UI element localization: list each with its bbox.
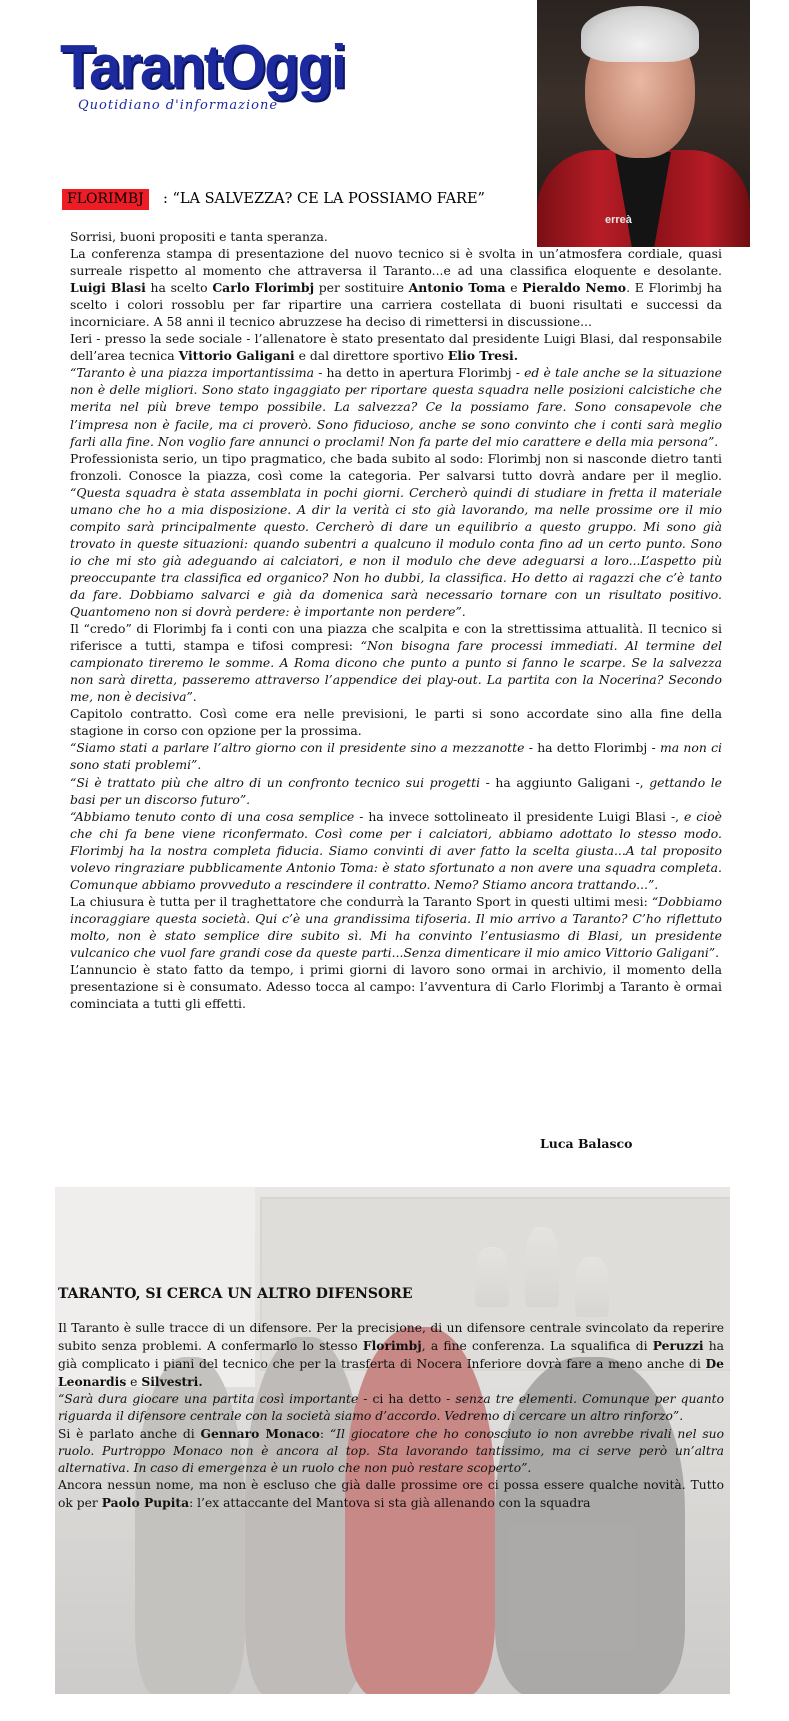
text-run: : [319, 1427, 330, 1441]
text-run: Florimbj [362, 1338, 422, 1353]
headline-highlight: FLORIMBJ [62, 189, 149, 210]
section2-paragraph [58, 1320, 724, 1391]
text-run: ha già complicato i piani del tecnico che per la trasferta di Nocera Inferiore dovrà fare a meno anche di [58, 1339, 724, 1371]
text-run: Il “credo” di Florimbj fa i conti con una piazza che scalpita e con la strettissima attualità. Il tecnico si riferisce a tutti, stampa e tifosi compresi: [70, 621, 722, 654]
text-run: e cioè che chi fa bene viene riconfermato. Così come per i calciatori, abbiamo adottato lo stesso modo. Florimbj ha la nostra completa fiducia. Siamo convinti di aver fatto la scelta giusta...A tal proposito volevo ringraziare pubblicamente Antonio Toma: è stato sfortunato a non avere una squadra completa. Comunque abbiamo provveduto a rescindere il contratto. Nemo? Stiamo ancora trattando...”. [70, 808, 723, 892]
text-run: gettando le basi per un discorso futuro”. [70, 774, 723, 807]
text-run: ha scelto [145, 280, 213, 296]
text-run: e dal direttore sportivo [294, 348, 448, 364]
text-run: L’annuncio è stato fatto da tempo, i primi giorni di lavoro sono ormai in archivio, il momento della presentazione si è consumato. Adesso tocca al campo: l’avventura di Carlo Florimbj a Taranto è ormai cominciata a tutti gli effetti. [70, 962, 722, 1012]
masthead-title: TarantOggi [60, 32, 346, 102]
text-run: - ci ha detto - [358, 1392, 456, 1406]
text-run: Paolo Pupita [101, 1495, 190, 1510]
headline: : “LA SALVEZZA? CE LA POSSIAMO FARE” [163, 191, 485, 207]
masthead-subtitle: Quotidiano d'informazione [78, 98, 279, 113]
text-run: Pieraldo Nemo [522, 280, 627, 296]
text-run: Ancora nessun nome, ma non è escluso che già dalle prossime ore ci possa essere qualche novità. Tutto ok per [58, 1478, 724, 1510]
article-paragraph [70, 739, 722, 773]
text-run: De Leonardis [58, 1356, 724, 1389]
text-run: “Siamo stati a parlare l’altro giorno con il presidente sino a mezzanotte [70, 740, 525, 756]
text-run: Peruzzi [652, 1338, 704, 1353]
text-run: “Dobbiamo incoraggiare questa società. Qui c’è una grandissima tifoseria. Il mio arrivo a Taranto? C’ho riflettuto molto, non è stato semplice dire subito sì. Mi ha convinto l’entusiasmo di Blasi, un presidente vulcanico che vuol fare grandi cose da queste parti...Senza dimenticare il mio amico Vittorio Galigani”. [70, 893, 722, 960]
text-run: Il Taranto è sulle tracce di un difensore. Per la precisione, di un difensore centrale svincolato da reperire subito senza problemi. A confermarlo lo stesso [58, 1321, 724, 1353]
masthead-logo [60, 32, 480, 116]
section2-paragraph [58, 1425, 724, 1477]
text-run: . E Florimbj ha scelto i colori rossoblu per far ripartire una carriera costellata di buoni risultati e successi da incorniciare. A 58 anni il tecnico abruzzese ha deciso di rimettersi in discussione... [70, 280, 722, 330]
article-paragraph [70, 893, 722, 961]
text-run: e [505, 280, 523, 296]
article-body [70, 228, 722, 1012]
text-run: “Taranto è una piazza importantissima [70, 365, 315, 381]
text-run: : l’ex attaccante del Mantova si sta già allenando con la squadra [189, 1496, 591, 1510]
text-run: Gennaro Monaco [200, 1426, 320, 1441]
text-run: Antonio Toma [408, 280, 506, 296]
article-paragraph [70, 705, 722, 739]
text-run: Vittorio Galigani [178, 348, 295, 364]
article-paragraph [70, 228, 722, 245]
article-paragraph [70, 364, 722, 449]
text-run: Ieri - presso la sede sociale - l’allenatore è stato presentato dal presidente Luigi Blasi, dal responsabile dell’area tecnica [70, 331, 722, 364]
text-run: - ha detto in apertura Florimbj - [314, 365, 525, 381]
article-paragraph [70, 450, 722, 620]
article-paragraph [70, 245, 722, 330]
text-run: La chiusura è tutta per il traghettatore che condurrà la Taranto Sport in questi ultimi mesi: [70, 893, 652, 909]
text-run: per sostituire [314, 280, 409, 296]
jacket-brand-label: erreà [605, 214, 632, 226]
text-run: “Questa squadra è stata assemblata in pochi giorni. Cercherò quindi di studiare in fretta il materiale umano che ho a mia disposizione. A dir la verità ci sto già lavorando, ma nelle prossime ore il mio compito sarà principalmente questo. Cercherò di dare un equilibrio a questo gruppo. Mi sono già trovato in queste situazioni: quando subentri a qualcuno il modulo conta fino ad un certo punto. Sono io che mi sto già adeguando ai calciatori, e non il modulo che deve adeguarsi a loro...L’aspetto più preoccupante tra classifica ed organico? Non ho dubbi, la classifica. Ho detto ai ragazzi che c’è tanto da fare. Dobbiamo salvarci e già da domenica sarà necessario tornare con un risultato positivo. Quantomeno non si dovrà perdere: è importante non perdere”. [70, 484, 722, 620]
text-run: Sorrisi, buoni propositi e tanta speranza. [70, 229, 328, 244]
article-paragraph [70, 961, 722, 1012]
article-paragraph [70, 620, 722, 705]
section2-title: TARANTO, SI CERCA UN ALTRO DIFENSORE [58, 1286, 413, 1302]
text-run: Carlo Florimbj [212, 280, 315, 296]
text-run: Professionista serio, un tipo pragmatico, che bada subito al sodo: Florimbj non si nasconde dietro tanti fronzoli. Conosce la piazza, così come la categoria. Per salvarsi tutto dovrà andare per il meglio. [70, 450, 722, 483]
text-run: ma non ci sono stati problemi”. [70, 740, 722, 773]
text-run: - ha detto Florimbj - [524, 740, 660, 756]
text-run: “Il giocatore che ho conosciuto io non avrebbe rivali nel suo ruolo. Purtroppo Monaco non è ancora al top. Sta lavorando tantissimo, ma ci serve però un’altra alternativa. In caso di emergenza è un ruolo che non può restare scoperto”. [58, 1427, 724, 1475]
article-paragraph [70, 330, 722, 364]
text-run: “Non bisogna fare processi immediati. Al termine del campionato tireremo le somme. A Roma dicono che punto a punto si fanno le scarpe. Se la salvezza non sarà diretta, passeremo attraverso l’appendice dei play-out. La partita con la Nocerina? Secondo me, non è decisiva”. [70, 638, 722, 705]
text-run: “Si è trattato più che altro di un confronto tecnico sui progetti [70, 774, 481, 790]
text-run: ed è tale anche se la situazione non è delle migliori. Sono stato ingaggiato per riportare questa squadra nelle posizioni calcistiche che merita nel più breve tempo possibile. La salvezza? Ce la possiamo fare. Sono consapevole che l’impresa non è facile, ma ci proverò. Sono fiducioso, anche se sono convinto che i conti sarà meglio farli alla fine. Non voglio fare annunci o proclami! Non fa parte del mio carattere e della mia persona”. [70, 365, 723, 449]
section2-paragraph [58, 1391, 724, 1425]
text-run: Elio Tresi. [447, 348, 519, 364]
text-run: - ha invece sottolineato il presidente Luigi Blasi -, [354, 808, 685, 824]
text-run: La conferenza stampa di presentazione del nuovo tecnico si è svolta in un’atmosfera cordiale, quasi surreale rispetto al momento che attraversa il Taranto...e ad una classifica eloquente e desolante. [70, 246, 722, 279]
text-run: “Abbiamo tenuto conto di una cosa semplice [70, 808, 355, 824]
section2-body [58, 1320, 724, 1512]
text-run: Luigi Blasi [70, 280, 146, 296]
byline: Luca Balasco [540, 1136, 633, 1151]
text-run: Si è parlato anche di [58, 1427, 201, 1441]
text-run: , a fine conferenza. La squalifica di [421, 1339, 653, 1353]
photo-hair [581, 6, 699, 62]
text-run: “Sarà dura giocare una partita così importante [58, 1392, 359, 1406]
section2-paragraph [58, 1477, 724, 1512]
text-run: - ha aggiunto Galigani -, [480, 774, 650, 790]
article-paragraph [70, 808, 722, 893]
text-run: Capitolo contratto. Così come era nelle previsioni, le parti si sono accordate sino alla fine della stagione in corso con opzione per la prossima. [70, 706, 722, 739]
text-run: senza tre elementi. Comunque per quanto riguarda il difensore centrale con la società siamo d’accordo. Vedremo di cercare un altro rinforzo”. [58, 1392, 724, 1423]
text-run: e [126, 1375, 142, 1389]
text-run: Silvestri. [141, 1374, 203, 1389]
coach-portrait-photo [537, 0, 750, 247]
article-paragraph [70, 774, 722, 808]
